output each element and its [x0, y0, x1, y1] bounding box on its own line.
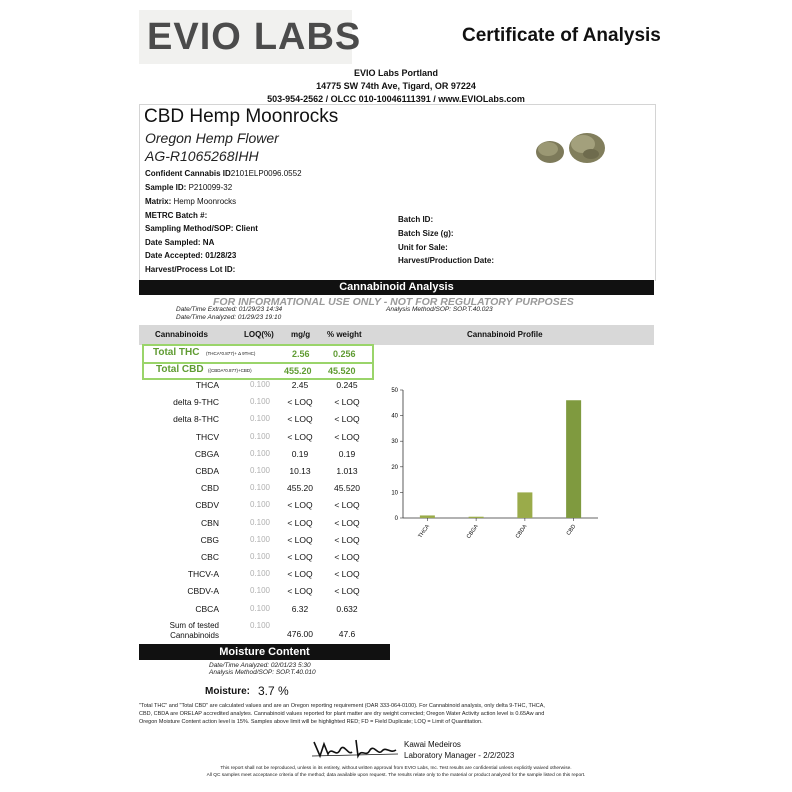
- y-tick-label: 0: [394, 516, 398, 522]
- cannabinoid-mg: < LOQ: [287, 586, 313, 596]
- cannabinoid-pct: 45.520: [334, 483, 360, 493]
- moisture-section-title: Moisture Content: [139, 644, 390, 660]
- moisture-analyzed: Date/Time Analyzed: 02/01/23 5:30: [209, 662, 311, 669]
- note-line-2: CBD, CBDA are ORELAP accredited analytes. Cannabinoid values reported for plant matter are dry weight corrected; Oregon Water Activity action level is 0.65Aw and: [139, 711, 545, 717]
- meta-harvest-date: Harvest/Production Date:: [398, 256, 495, 265]
- signer-name: Kawai Medeiros: [404, 740, 461, 749]
- cannabinoid-name: THCA: [195, 380, 219, 390]
- cannabinoid-loq: 0.100: [249, 414, 271, 423]
- sum-loq: 0.100: [249, 621, 271, 630]
- meta-sampling-method: Sampling Method/SOP: Client: [145, 224, 258, 233]
- note-line-3: Oregon Moisture Content action level is 15%. Samples above limit will be highlighted RED; FD = Field Duplicate; LOQ = Limit of Quantitation.: [139, 719, 483, 725]
- cannabinoid-pct: 0.245: [336, 380, 358, 390]
- cannabinoid-name: delta 9-THC: [173, 397, 219, 407]
- cannabinoid-name: CBC: [201, 552, 219, 562]
- product-photo: [525, 128, 615, 173]
- cannabinoid-name: CBCA: [195, 604, 219, 614]
- cannabinoid-pct: < LOQ: [334, 535, 360, 545]
- cannabinoid-pct: < LOQ: [334, 500, 360, 510]
- y-tick-label: 20: [391, 464, 398, 471]
- cannabinoid-loq: 0.100: [249, 535, 271, 544]
- cannabinoid-pct: < LOQ: [334, 414, 360, 424]
- cannabinoid-name: CBG: [200, 535, 219, 545]
- sum-mg: 476.00: [287, 629, 313, 639]
- document-title: Certificate of Analysis: [462, 25, 661, 46]
- cannabinoid-loq: 0.100: [249, 569, 271, 578]
- regulatory-disclaimer: FOR INFORMATIONAL USE ONLY - NOT FOR REGULATORY PURPOSES: [213, 296, 574, 308]
- cannabinoid-pct: 0.632: [336, 604, 358, 614]
- meta-matrix: Matrix: Hemp Moonrocks: [145, 197, 237, 206]
- cannabinoid-pct: 0.19: [338, 449, 356, 459]
- cannabinoid-mg: < LOQ: [287, 518, 313, 528]
- sum-label: [139, 621, 219, 641]
- cannabinoid-mg: 455.20: [287, 483, 313, 493]
- cannabinoid-name: CBN: [201, 518, 219, 528]
- cannabinoid-loq: 0.100: [249, 397, 271, 406]
- col-cannabinoids: Cannabinoids: [155, 330, 208, 339]
- x-tick-label: CBD: [565, 523, 578, 537]
- meta-date-accepted: Date Accepted: 01/28/23: [145, 251, 237, 260]
- col-mg: mg/g: [291, 330, 311, 339]
- cannabinoid-loq: 0.100: [249, 500, 271, 509]
- footer-line-2: All QC samples meet acceptance criteria of the method; data available upon request. The results relate only to the material or product analyzed for the sample listed on this report.: [206, 773, 586, 778]
- x-tick-label: CBDA: [514, 523, 529, 540]
- total-cbd-label: Total CBD: [156, 364, 204, 375]
- product-name: CBD Hemp Moonrocks: [144, 106, 339, 127]
- cannabinoid-mg: < LOQ: [287, 414, 313, 424]
- cannabinoid-mg: < LOQ: [287, 500, 313, 510]
- product-id: AG-R1065268IHH: [145, 148, 259, 164]
- meta-harvest-lot: Harvest/Process Lot ID:: [145, 265, 236, 274]
- sum-label-line2: Cannabinoids: [170, 631, 219, 640]
- cannabinoid-pct: < LOQ: [334, 518, 360, 528]
- y-tick-label: 50: [391, 388, 398, 394]
- table-header: [139, 325, 654, 345]
- cannabinoid-mg: < LOQ: [287, 535, 313, 545]
- cannabinoid-loq: 0.100: [249, 466, 271, 475]
- cannabinoid-mg: 2.45: [291, 380, 309, 390]
- cannabinoid-loq: 0.100: [249, 380, 271, 389]
- cannabinoid-pct: < LOQ: [334, 586, 360, 596]
- cannabinoid-name: CBDV-A: [187, 586, 219, 596]
- col-pct: % weight: [327, 330, 362, 339]
- cannabinoid-mg: 0.19: [291, 449, 309, 459]
- cannabinoid-loq: 0.100: [249, 449, 271, 458]
- meta-metrc-batch: METRC Batch #:: [145, 211, 208, 220]
- total-cbd-pct: 45.520: [328, 366, 356, 376]
- signer-title: Laboratory Manager - 2/2/2023: [404, 751, 515, 760]
- cannabinoid-pct: 1.013: [336, 466, 358, 476]
- meta-sample-id: Sample ID: P210099-32: [145, 183, 233, 192]
- analysis-method: Analysis Method/SOP: SOP.T.40.023: [386, 306, 493, 313]
- signature-image: [310, 736, 400, 762]
- cannabinoid-name: THCV: [195, 432, 219, 442]
- footer-line-1: This report shall not be reproduced, unless in its entirety, without written approval from EVIO Labs, Inc. Test results are confidential unless explicitly waived otherwise.: [220, 766, 572, 771]
- logo-text-left: EVIO: [147, 15, 242, 58]
- moisture-value: 3.7 %: [258, 684, 289, 698]
- moisture-label: Moisture:: [205, 686, 250, 697]
- cannabinoid-loq: 0.100: [249, 483, 271, 492]
- col-loq: LOQ(%): [244, 330, 274, 339]
- cannabinoid-pct: < LOQ: [334, 397, 360, 407]
- lab-name: EVIO Labs Portland: [353, 68, 438, 78]
- total-thc-formula: (THCA*0.877)+ Δ 9THC): [206, 351, 256, 356]
- cannabinoid-loq: 0.100: [249, 586, 271, 595]
- cannabinoid-mg: < LOQ: [287, 432, 313, 442]
- x-tick-label: THCA: [417, 523, 432, 540]
- product-type: Oregon Hemp Flower: [145, 130, 279, 146]
- cannabinoid-loq: 0.100: [249, 518, 271, 527]
- cannabinoid-name: CBDV: [195, 500, 219, 510]
- cannabinoid-name: delta 8-THC: [173, 414, 219, 424]
- total-thc-label: Total THC: [153, 347, 200, 358]
- lab-address: 14775 SW 74th Ave, Tigard, OR 97224: [316, 81, 476, 91]
- total-cbd-row: [142, 362, 374, 380]
- cannabinoid-name: CBDA: [195, 466, 219, 476]
- cannabinoid-pct: < LOQ: [334, 569, 360, 579]
- cannabinoid-pct: < LOQ: [334, 432, 360, 442]
- total-thc-row: [142, 344, 374, 364]
- bar-cbda: [517, 492, 532, 518]
- moisture-method: Analysis Method/SOP: SOP.T.40.010: [209, 669, 316, 676]
- y-tick-label: 30: [391, 439, 398, 446]
- bar-cbga: [469, 517, 484, 518]
- cannabinoid-mg: < LOQ: [287, 569, 313, 579]
- cannabinoid-name: CBGA: [194, 449, 219, 459]
- analyzed-date: Date/Time Analyzed: 01/29/23 19:10: [176, 314, 282, 321]
- col-profile: Cannabinoid Profile: [467, 330, 543, 339]
- sum-label-line1: Sum of tested: [169, 621, 219, 630]
- total-cbd-mg: 455.20: [284, 366, 312, 376]
- cannabinoid-pct: < LOQ: [334, 552, 360, 562]
- extracted-date: Date/Time Extracted: 01/29/23 14:34: [176, 306, 283, 313]
- cannabinoid-mg: < LOQ: [287, 397, 313, 407]
- note-line-1: "Total THC" and "Total CBD" are calculated values and are an Oregon reporting requirement (OAR 333-064-0100). For Cannabinoid analysis, only delta 9-THC, THCA,: [139, 703, 545, 709]
- cannabinoid-name: THCV-A: [187, 569, 219, 579]
- cannabinoid-section-title: Cannabinoid Analysis: [139, 280, 654, 295]
- cannabinoid-loq: 0.100: [249, 604, 271, 613]
- logo-text-right: LABS: [253, 15, 362, 58]
- cannabinoid-loq: 0.100: [249, 552, 271, 561]
- meta-date-sampled: Date Sampled: NA: [145, 238, 215, 247]
- cannabinoid-mg: 10.13: [289, 466, 311, 476]
- cannabinoid-loq: 0.100: [249, 432, 271, 441]
- meta-unit-for-sale: Unit for Sale:: [398, 243, 448, 252]
- bar-thca: [420, 515, 435, 518]
- total-thc-pct: 0.256: [333, 349, 356, 359]
- x-tick-label: CBGA: [465, 523, 480, 540]
- y-tick-label: 10: [391, 490, 398, 497]
- cannabinoid-mg: < LOQ: [287, 552, 313, 562]
- meta-batch-size: Batch Size (g):: [398, 229, 454, 238]
- evio-labs-logo: [139, 10, 362, 64]
- lab-contact: 503-954-2562 / OLCC 010-10046111391 / www.EVIOLabs.com: [267, 94, 525, 104]
- cannabinoid-profile-chart: [385, 378, 615, 548]
- y-tick-label: 40: [391, 413, 398, 420]
- cannabinoid-mg: 6.32: [291, 604, 309, 614]
- cannabinoid-name: CBD: [201, 483, 219, 493]
- bar-cbd: [566, 400, 581, 518]
- total-thc-mg: 2.56: [292, 349, 310, 359]
- sum-pct: 47.6: [338, 629, 356, 639]
- meta-batch-id: Batch ID:: [398, 215, 434, 224]
- total-cbd-formula: ((CBDA*0.877)+CBD): [208, 368, 252, 373]
- meta-confident-id: Confident Cannabis ID2101ELP0096.0552: [145, 169, 302, 178]
